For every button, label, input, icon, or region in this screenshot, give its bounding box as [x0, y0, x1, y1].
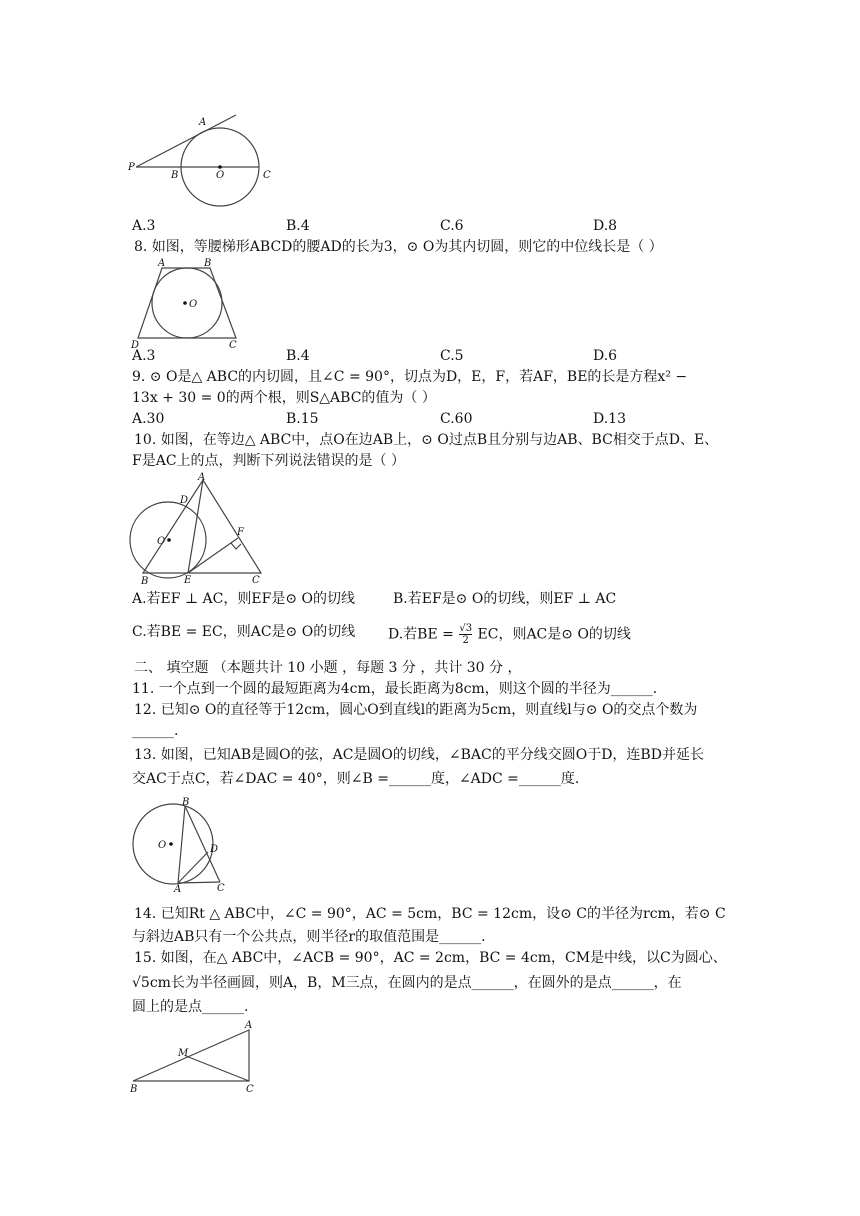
q10-question-line2: F是AC上的点，判断下列说法错误的是（ ）	[132, 453, 405, 469]
q7-label-P: P	[128, 162, 135, 173]
q10-option-d-denominator: 2	[462, 635, 469, 646]
q15-triangle	[133, 1030, 249, 1081]
q10-option-a: A.若EF ⊥ AC，则EF是⊙ O的切线	[132, 591, 355, 607]
q13-label-O: O	[158, 840, 167, 851]
q9-question-line2: 13x + 30 = 0的两个根，则S△ABC的值为（ ）	[132, 390, 436, 406]
q8-option-d: D.6	[593, 348, 618, 364]
q7-option-a: A.3	[132, 218, 156, 234]
q13-chord-ab	[178, 806, 185, 883]
q10-label-A: A	[198, 472, 206, 483]
q8-label-O: O	[189, 299, 198, 310]
q9-option-d: D.13	[593, 411, 626, 427]
q13-label-D: D	[210, 844, 219, 855]
q8-trapezoid	[138, 268, 236, 338]
q8-label-B: B	[204, 258, 212, 269]
q10-label-B: B	[141, 576, 149, 587]
q7-label-C: C	[263, 170, 271, 181]
q13-question-line2: 交AC于点C，若∠DAC = 40°，则∠B =______度，∠ADC =______度.	[132, 771, 580, 787]
q15-question-line2: √5cm长为半径画圆，则A，B，M三点，在圆内的是点______，在圆外的是点______，在	[132, 975, 682, 991]
q13-label-A: A	[174, 884, 182, 895]
q10-option-d-numerator: √3	[459, 623, 473, 634]
q10-question-line1: 10. 如图，在等边△ ABC中，点O在边AB上，⊙ O过点B且分别与边AB、BC相交于点D、E、	[134, 432, 719, 448]
q10-label-F: F	[237, 527, 244, 538]
q10-right-angle-mark	[231, 543, 241, 549]
q15-question-line1: 15. 如图，在△ ABC中，∠ACB = 90°，AC = 2cm，BC = 4cm，CM是中线，以C为圆心、	[134, 950, 727, 966]
q8-center-dot	[183, 301, 187, 305]
q14-question-line2: 与斜边AB只有一个公共点，则半径r的取值范围是______.	[132, 929, 486, 945]
q8-question: 8. 如图，等腰梯形ABCD的腰AD的长为3，⊙ O为其内切圆，则它的中位线长是（ ）	[134, 239, 663, 255]
q10-figure	[128, 470, 268, 586]
q10-option-d-suffix: EC，则AC是⊙ O的切线	[477, 626, 631, 643]
q10-option-d	[388, 623, 631, 646]
q9-question-line1: 9. ⊙ O是△ ABC的内切圆，且∠C = 90°，切点为D，E，F，若AF，BE的长是方程x² −	[132, 369, 688, 385]
q13-circle	[133, 804, 213, 884]
q10-label-C: C	[252, 575, 260, 586]
q7-center-dot	[218, 165, 222, 169]
q10-label-E: E	[184, 575, 192, 586]
q13-figure	[128, 796, 238, 895]
q9-option-c: C.60	[440, 411, 473, 427]
q7-label-A: A	[199, 117, 207, 128]
q8-option-a: A.3	[132, 348, 156, 364]
q15-label-A: A	[245, 1020, 253, 1031]
q13-question-line1: 13. 如图，已知AB是圆O的弦，AC是圆O的切线，∠BAC的平分线交圆O于D，连BD并延长	[134, 747, 704, 763]
q7-label-B: B	[171, 170, 179, 181]
q7-tangent-line	[136, 115, 236, 167]
q13-label-B: B	[182, 797, 190, 808]
q15-median-cm	[186, 1056, 249, 1081]
q10-option-d-fraction	[459, 623, 472, 646]
q15-question-line3: 圆上的是点______.	[132, 999, 249, 1015]
q8-option-b: B.4	[286, 348, 310, 364]
q7-figure	[128, 112, 271, 184]
q15-label-C: C	[246, 1084, 254, 1095]
q8-incircle	[152, 268, 222, 338]
section-heading-fill-in: 二、 填空题 （本题共计 10 小题 ，每题 3 分 ，共计 30 分 ，	[134, 660, 522, 676]
q8-label-C: C	[229, 340, 237, 351]
q15-figure	[128, 1020, 263, 1098]
q8-label-A: A	[158, 258, 166, 269]
q10-option-c: C.若BE = EC，则AC是⊙ O的切线	[132, 624, 356, 640]
q10-option-d-prefix: D.若BE =	[388, 626, 454, 643]
q13-center-dot	[169, 842, 173, 846]
q14-question-line1: 14. 已知Rt △ ABC中，∠C = 90°，AC = 5cm，BC = 12cm，设⊙ C的半径为rcm，若⊙ C	[134, 906, 726, 922]
q13-label-C: C	[217, 883, 225, 894]
q9-option-a: A.30	[132, 411, 165, 427]
q15-label-M: M	[178, 1048, 189, 1059]
q12-question-line2: ______.	[132, 723, 179, 739]
q8-label-D: D	[131, 340, 140, 351]
q15-label-B: B	[130, 1084, 138, 1095]
q7-option-d: D.8	[593, 218, 618, 234]
q10-segment-ef	[188, 538, 238, 573]
q8-option-c: C.5	[440, 348, 464, 364]
q10-option-b: B.若EF是⊙ O的切线，则EF ⊥ AC	[393, 591, 617, 607]
q10-center-dot	[167, 538, 171, 542]
q8-figure	[128, 258, 248, 350]
q7-option-b: B.4	[286, 218, 310, 234]
q7-option-c: C.6	[440, 218, 464, 234]
q11-question: 11. 一个点到一个圆的最短距离为4cm，最长距离为8cm，则这个圆的半径为______.	[132, 681, 658, 697]
q10-label-D: D	[180, 495, 189, 506]
q12-question-line1: 12. 已知⊙ O的直径等于12cm，圆心O到直线l的距离为5cm，则直线l与⊙ O的交点个数为	[134, 702, 698, 718]
q7-label-O: O	[216, 170, 225, 181]
q10-label-O: O	[157, 536, 166, 547]
q9-option-b: B.15	[286, 411, 319, 427]
